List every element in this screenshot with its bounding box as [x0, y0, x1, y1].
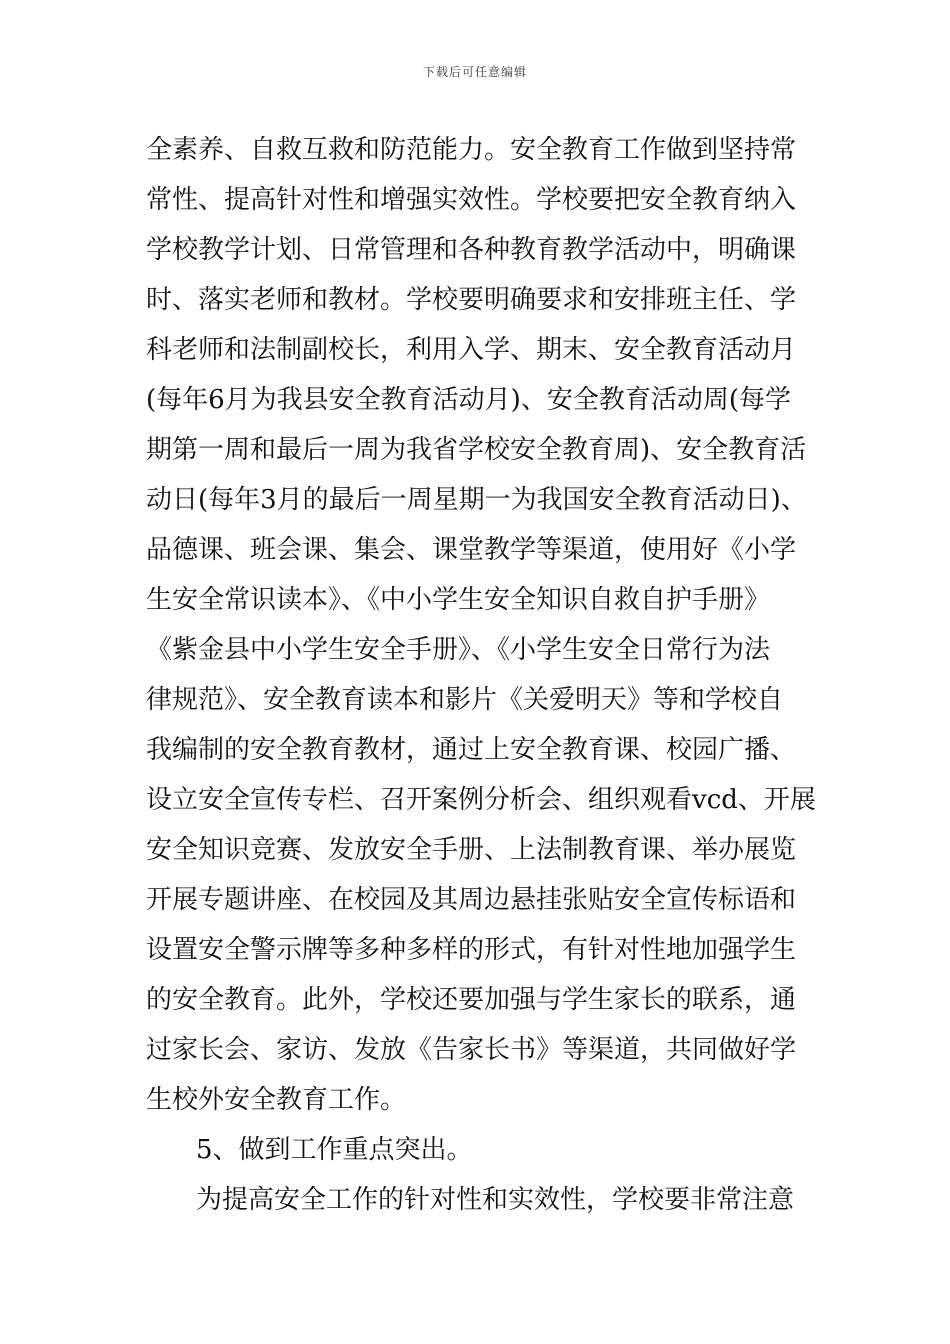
- paragraph-line: 学校教学计划、日常管理和各种教育教学活动中，明确课: [146, 235, 797, 265]
- paragraph-line: 科老师和法制副校长，利用入学、期末、安全教育活动月: [146, 335, 797, 365]
- paragraph-line: (每年6月为我县安全教育活动月)、安全教育活动周(每学: [146, 385, 791, 415]
- paragraph-line: 我编制的安全教育教材，通过上安全教育课、校园广播、: [146, 735, 797, 765]
- paragraph-line: 期第一周和最后一周为我省学校安全教育周)、安全教育活: [146, 435, 807, 465]
- paragraph-line: 的安全教育。此外，学校还要加强与学生家长的联系，通: [146, 985, 797, 1015]
- paragraph-line: 安全知识竞赛、发放安全手册、上法制教育课、举办展览: [146, 835, 797, 865]
- paragraph-line: 全素养、自救互救和防范能力。安全教育工作做到坚持常: [146, 135, 797, 165]
- paragraph-line: 开展专题讲座、在校园及其周边悬挂张贴安全宣传标语和: [146, 885, 797, 915]
- section-heading: 5、做到工作重点突出。: [196, 1135, 473, 1165]
- paragraph-line: 设立安全宣传专栏、召开案例分析会、组织观看vcd、开展: [146, 785, 816, 815]
- paragraph-line: 时、落实老师和教材。学校要明确要求和安排班主任、学: [146, 285, 797, 315]
- paragraph-line: 动日(每年3月的最后一周星期一为我国安全教育活动日)、: [146, 485, 807, 515]
- page-header: 下载后可任意编辑: [422, 65, 527, 79]
- paragraph-line: 过家长会、家访、发放《告家长书》等渠道，共同做好学: [146, 1035, 797, 1065]
- paragraph-line: 品德课、班会课、集会、课堂教学等渠道，使用好《小学: [146, 535, 797, 565]
- paragraph-line: 生安全常识读本》、《中小学生安全知识自救自护手册》: [146, 585, 771, 615]
- paragraph-line: 设置安全警示牌等多种多样的形式，有针对性地加强学生: [146, 935, 797, 965]
- paragraph-line: 《紫金县中小学生安全手册》、《小学生安全日常行为法: [146, 635, 771, 665]
- paragraph-line: 常性、提高针对性和增强实效性。学校要把安全教育纳入: [146, 185, 797, 215]
- paragraph-line: 律规范》、安全教育读本和影片《关爱明天》等和学校自: [146, 685, 784, 715]
- paragraph-line: 为提高安全工作的针对性和实效性，学校要非常注意: [196, 1185, 795, 1215]
- paragraph-line: 生校外安全教育工作。: [146, 1085, 407, 1115]
